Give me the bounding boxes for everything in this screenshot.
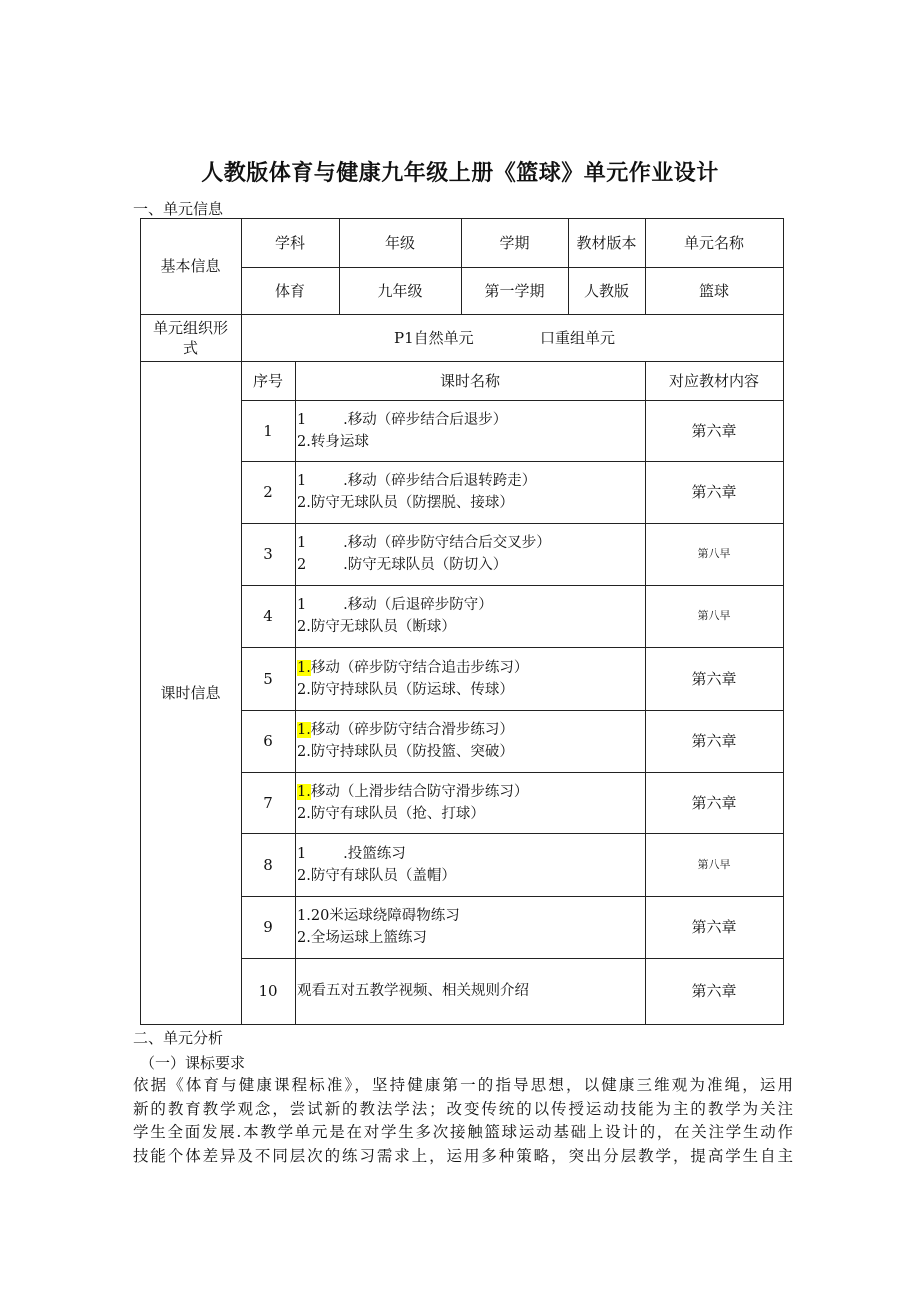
lesson-line-text: .投篮练习 (306, 845, 406, 862)
paragraph-line: 新的教育教学观念，尝试新的教法学法；改变传统的以传授运动技能为主的教学为关注 (133, 1099, 793, 1118)
paragraph-line: 学生全面发展.本教学单元是在对学生多次接触篮球运动基础上设计的，在关注学生动作 (133, 1123, 793, 1142)
table-rule (783, 218, 784, 1025)
lesson-name (297, 657, 528, 701)
lesson-header-name: 课时名称 (439, 371, 500, 390)
lesson-line-text: 2.全场运球上篮练习 (297, 930, 427, 946)
lesson-line-number: 1 (297, 597, 307, 613)
lesson-name (297, 594, 493, 638)
basic-info-label: 基本信息 (160, 257, 221, 275)
lesson-line-text: 移动（碎步防守结合追击步练习） (310, 659, 529, 676)
lesson-chapter: 第六章 (691, 982, 737, 1000)
basic-info-value: 体育 (274, 281, 305, 300)
unit-organization-label-text: 式 (182, 338, 198, 357)
basic-info-value: 篮球 (698, 281, 729, 300)
basic-info-header: 学期 (499, 233, 530, 252)
lesson-name (297, 409, 507, 453)
lesson-number: 2 (263, 483, 273, 501)
lesson-number: 4 (263, 607, 273, 625)
lesson-chapter: 第六章 (691, 732, 737, 750)
lesson-name (297, 980, 529, 1002)
lesson-line-number: 1. (297, 783, 311, 800)
lesson-chapter: 第八早 (697, 857, 731, 871)
lesson-line-text: 2.防守持球队员（防运球、传球） (297, 681, 514, 698)
lesson-line-number: 1. (297, 659, 311, 676)
basic-info-value: 人教版 (583, 281, 629, 300)
subsection-heading-curriculum: （一）课标要求 (140, 1054, 246, 1072)
lesson-number: 1 (263, 421, 273, 440)
lesson-line-text: 2.防守无球队员（防摆脱、接球） (297, 495, 514, 511)
basic-info-value: 第一学期 (484, 281, 545, 300)
paragraph-line: 依据《体育与健康课程标准》，坚持健康第一的指导思想，以健康三维观为准绳，运用 (133, 1076, 793, 1094)
lesson-line-text: 2 .防守无球队员（防切入） (297, 557, 508, 573)
lesson-chapter: 第六章 (691, 483, 737, 501)
lesson-number: 3 (263, 545, 273, 563)
lesson-line-text: 2.防守有球队员（盖帽） (297, 867, 456, 884)
lesson-name (297, 532, 551, 576)
basic-info-header: 单元名称 (683, 233, 744, 252)
lesson-line-text: 移动（上滑步结合防守滑步练习） (310, 783, 529, 800)
lesson-name (297, 781, 528, 825)
lesson-line-number: 1 (297, 411, 307, 428)
unit-organization-label (140, 314, 241, 361)
lesson-name (297, 470, 536, 514)
unit-organization-label-text: 单元组织形 (152, 318, 228, 337)
lesson-line-text: 观看五对五教学视频、相关规则介绍 (297, 983, 529, 999)
section-heading-unit-info: 一、单元信息 (133, 200, 224, 218)
basic-info-header: 年级 (384, 233, 415, 252)
lesson-chapter: 第六章 (691, 918, 737, 936)
lesson-chapter: 第六章 (691, 669, 737, 688)
basic-info-header: 教材版本 (576, 233, 637, 252)
lesson-line-text: .移动（碎步结合后退步） (306, 411, 508, 428)
lesson-header-chapter: 对应教材内容 (668, 371, 759, 390)
lesson-number: 6 (263, 732, 273, 750)
lesson-name (297, 719, 514, 763)
lesson-name (297, 843, 456, 887)
lesson-line-text: .移动（碎步防守结合后交叉步） (306, 535, 551, 551)
lesson-number: 10 (258, 982, 278, 1000)
lesson-chapter: 第八早 (697, 547, 731, 560)
lesson-line-number: 1. (297, 722, 311, 738)
regrouped-unit-option: 口重组单元 (540, 328, 616, 347)
section-heading-unit-analysis: 二、单元分析 (133, 1029, 224, 1047)
lesson-info-label: 课时信息 (160, 683, 221, 702)
lesson-chapter: 第六章 (691, 421, 737, 440)
lesson-line-number: 1 (297, 473, 307, 489)
lesson-line-text: 2.防守持球队员（防投篮、突破） (297, 744, 514, 760)
lesson-chapter: 第八早 (697, 609, 731, 622)
page-title: 人教版体育与健康九年级上册《篮球》单元作业设计 (201, 161, 719, 186)
lesson-line-number: 1 (297, 845, 307, 862)
natural-unit-option: P1自然单元 (394, 328, 474, 347)
lesson-header-number: 序号 (252, 371, 283, 390)
lesson-number: 8 (263, 855, 273, 874)
lesson-number: 9 (263, 918, 273, 936)
lesson-line-text: .移动（碎步结合后退转跨走） (306, 473, 537, 489)
lesson-number: 7 (263, 793, 273, 812)
lesson-line-number: 1 (297, 908, 307, 924)
lesson-line-text: 2.防守无球队员（断球） (297, 619, 456, 635)
table-rule (140, 1024, 784, 1025)
lesson-chapter: 第六章 (691, 793, 737, 812)
basic-info-value: 九年级 (377, 281, 423, 300)
lesson-name (297, 905, 460, 949)
lesson-line-text: 2.转身运球 (297, 433, 369, 450)
curriculum-paragraph (133, 1074, 793, 1168)
basic-info-header: 学科 (274, 233, 305, 252)
paragraph-line: 技能个体差异及不同层次的练习需求上，运用多种策略，突出分层教学，提高学生自主 (133, 1146, 793, 1165)
lesson-number: 5 (263, 669, 273, 688)
table-rule (241, 314, 242, 362)
lesson-line-text: 移动（碎步防守结合滑步练习） (310, 722, 514, 738)
lesson-line-text: .20米运球绕障碍物练习 (306, 908, 460, 924)
lesson-line-number: 1 (297, 535, 307, 551)
lesson-line-text: .移动（后退碎步防守） (306, 597, 493, 613)
lesson-line-text: 2.防守有球队员（抢、打球） (297, 805, 485, 822)
